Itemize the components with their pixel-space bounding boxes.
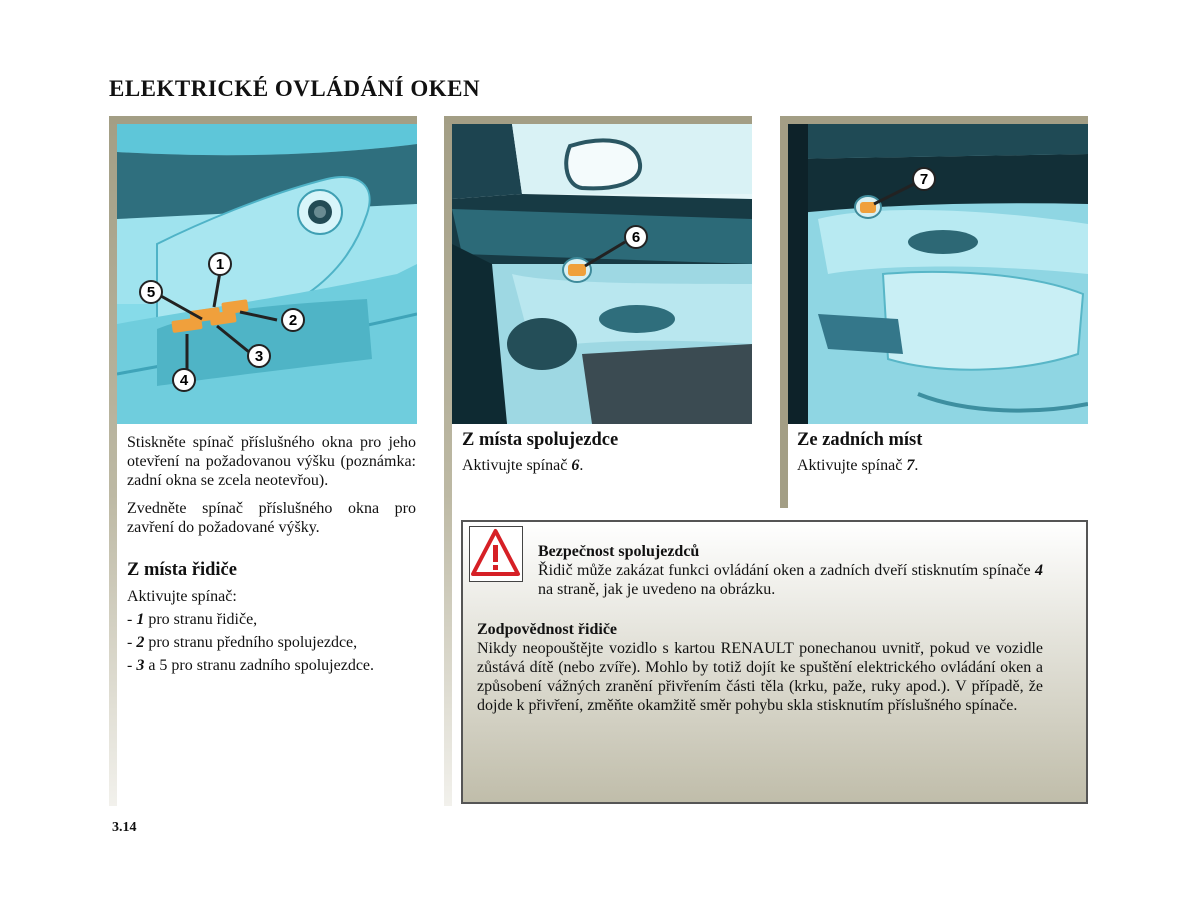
callout-1: 1 xyxy=(215,256,225,273)
column-frame xyxy=(109,116,117,806)
callout-7: 7 xyxy=(919,171,929,188)
intro-paragraph-close: Zvedněte spínač příslušného okna pro zavření do požadované výšky. xyxy=(127,500,416,536)
warning-heading-responsibility: Zodpovědnost řidiče xyxy=(477,621,618,638)
warning-driver-responsibility xyxy=(477,620,1043,715)
photo-driver-door-switches xyxy=(117,124,417,424)
warning-text-responsibility: Nikdy neopouštějte vozidlo s kartou RENAULT ponechanou uvnitř, pokud ve vozidle zůstává dítě (nebo zvíře). Mohlo by totiž dojít ke spuštění elektrického ovládání oken a způsobení vážných zranění přivřením části těla (krku, paže, ruky apod.). V případě, že dojde k přivření, změňte okamžitě směr pohybu skla stisknutím příslušného spínače. xyxy=(477,640,1043,714)
page-title: ELEKTRICKÉ OVLÁDÁNÍ OKEN xyxy=(109,76,481,101)
warning-triangle-icon xyxy=(469,526,523,582)
photo-rear-door xyxy=(788,124,1088,424)
warning-box xyxy=(461,520,1088,804)
section-heading-driver: Z místa řidiče xyxy=(127,560,237,580)
passenger-text-block xyxy=(462,431,752,475)
column-top-bar xyxy=(109,116,417,124)
rear-text-block xyxy=(797,431,1087,475)
callout-6: 6 xyxy=(631,229,641,246)
callout-2: 2 xyxy=(288,312,298,329)
callout-5: 5 xyxy=(146,284,156,301)
callout-3: 3 xyxy=(254,348,264,365)
intro-paragraph-open: Stiskněte spínač příslušného okna pro jeho otevření na požadovanou výšku (poznámka: zadní okna se zcela neotevřou). xyxy=(127,434,416,489)
list-item: - 1 pro stranu řidiče, xyxy=(127,611,258,628)
warning-heading-safety: Bezpečnost spolujezdců xyxy=(538,543,700,560)
callout-4: 4 xyxy=(179,372,189,389)
page-number: 3.14 xyxy=(112,820,137,835)
passenger-instruction: Aktivujte spínač 6. xyxy=(462,457,584,474)
photo-passenger-door xyxy=(452,124,752,424)
section-heading-rear: Ze zadních míst xyxy=(797,430,923,450)
warning-text-safety: Řidič může zakázat funkci ovládání oken a zadních dveří stisknutím spínače 4 na straně, jak je uvedeno na obrázku. xyxy=(538,562,1043,598)
driver-text-block xyxy=(127,433,416,677)
list-item: - 2 pro stranu předního spolujezdce, xyxy=(127,634,358,651)
column-frame xyxy=(780,116,788,508)
column-top-bar xyxy=(444,116,752,124)
section-heading-passenger: Z místa spolujezdce xyxy=(462,430,619,450)
column-frame xyxy=(444,116,452,806)
rear-instruction: Aktivujte spínač 7. xyxy=(797,457,919,474)
warning-passenger-safety xyxy=(538,542,1043,599)
column-top-bar xyxy=(780,116,1088,124)
driver-intro: Aktivujte spínač: xyxy=(127,588,237,605)
list-item: - 3 a 5 pro stranu zadního spolujezdce. xyxy=(127,657,375,674)
